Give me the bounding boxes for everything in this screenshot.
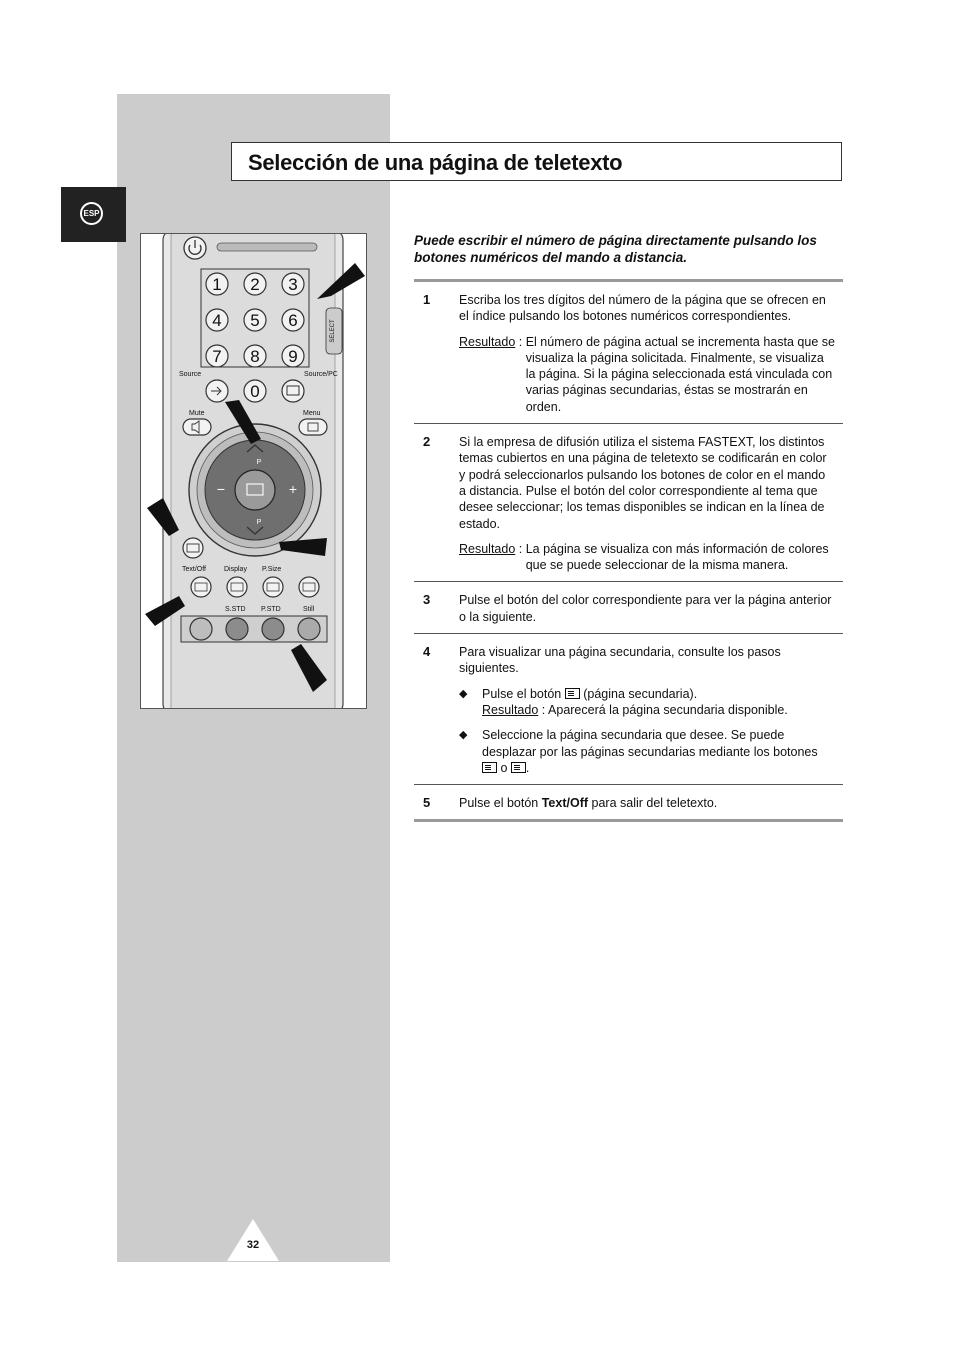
step-number: 5 (423, 795, 431, 811)
green-button (226, 618, 248, 640)
page-number: 32 (246, 1239, 260, 1251)
mute-label: Mute (189, 410, 205, 417)
diamond-bullet-icon: ◆ (459, 687, 468, 700)
step-text: Si la empresa de difusión utiliza el sistema FASTEXT, los distintos temas cubiertos en una página de teletexto se codificarán en color y podrá seleccionarlos pulsando los botones de color en el mando a distancia. Pulse el botón del color correspondiente al tema que desee seleccionar; los temas disponibles se indican en la línea de estado. (459, 435, 827, 531)
text-off-key-name: Text/Off (541, 796, 589, 811)
psize-label: P.Size (262, 566, 282, 573)
source-label: Source (179, 371, 202, 378)
red-button (190, 618, 212, 640)
step-item (414, 282, 843, 424)
diamond-bullet-icon: ◆ (459, 729, 468, 742)
language-badge: ESP (80, 202, 103, 225)
extra-button (299, 577, 319, 597)
psize-button (263, 577, 283, 597)
page-number-marker (227, 1219, 279, 1261)
steps-list (414, 279, 843, 822)
text-off-button (191, 577, 211, 597)
digit-label: 3 (288, 275, 298, 294)
yellow-button (262, 618, 284, 640)
bullet-item: ◆ Pulse el botón (página secundaria). Resultado : Aparecerá la página secundaria disponible. (459, 686, 788, 717)
source-pc-button (282, 380, 304, 402)
remote-control-illustration (140, 233, 367, 709)
page-title: Selección de una página de teletexto (248, 150, 623, 175)
text-off-label: Text/Off (182, 566, 206, 573)
subpage-button (183, 538, 203, 558)
digit-label: 4 (212, 311, 222, 330)
digit-label: 0 (250, 382, 260, 401)
step-item (414, 582, 843, 634)
still-label: Still (303, 606, 315, 613)
page-up-button-icon (482, 762, 497, 773)
intro-text: Puede escribir el número de página directamente pulsando los botones numéricos del mando a distancia. (414, 233, 817, 265)
result-text: Aparecerá la página secundaria disponible. (548, 702, 788, 717)
digit-label: 8 (250, 347, 260, 366)
sstd-label: S.STD (225, 606, 246, 613)
step-number: 3 (423, 592, 431, 608)
step-number: 2 (423, 434, 431, 450)
page-down-button-icon (511, 762, 526, 773)
step-item (414, 785, 843, 822)
enter-button (235, 470, 275, 510)
step-text: Para visualizar una página secundaria, consulte los pasos siguientes. (459, 645, 781, 676)
volume-plus-label: + (288, 481, 298, 497)
subpage-button-icon (565, 688, 580, 699)
step-result: Resultado : La página se visualiza con más información de colores que se puede seleccionar de la misma manera. (459, 541, 835, 574)
step-text: Pulse el botón Text/Off para salir del teletexto. (459, 796, 718, 811)
select-label: SELECT (330, 319, 336, 343)
ir-window (217, 243, 317, 251)
result-label: Resultado (459, 334, 516, 349)
digit-label: 2 (250, 275, 260, 294)
step-item (414, 424, 843, 582)
bullet-item: ◆ Seleccione la página secundaria que desee. Se puede desplazar por las páginas secundarias mediante los botones o . (459, 728, 818, 775)
result-label: Resultado (459, 541, 516, 556)
source-pc-label: Source/PC (304, 371, 338, 378)
step-number: 4 (423, 644, 431, 660)
menu-button (299, 419, 327, 435)
result-text: La página se visualiza con más información de colores que se puede seleccionar de la misma manera. (525, 541, 829, 573)
power-icon (184, 237, 206, 259)
p-down-label: P (256, 519, 262, 526)
result-text: El número de página actual se incrementa hasta que se visualiza la página solicitada. Finalmente, se visualiza la página. Si la página seleccionada está vinculada con varias páginas secundarias, éstas se mostrarán en orden. (525, 334, 835, 414)
display-label: Display (224, 566, 247, 573)
result-label: Resultado (482, 702, 539, 717)
language-tab (61, 187, 126, 242)
blue-button (298, 618, 320, 640)
mute-button (183, 419, 211, 435)
volume-minus-label: − (216, 481, 226, 497)
pstd-label: P.STD (261, 606, 281, 613)
step-text: Pulse el botón del color correspondiente para ver la página anterior o la siguiente. (459, 593, 832, 624)
digit-label: 9 (288, 347, 298, 366)
menu-label: Menu (303, 410, 321, 417)
step-text: Escriba los tres dígitos del número de la página que se ofrecen en el índice pulsando los botones numéricos correspondientes. (459, 293, 826, 324)
digit-label: 7 (212, 347, 222, 366)
title-box (231, 142, 842, 181)
step-number: 1 (423, 292, 431, 307)
digit-label: 1 (212, 275, 222, 294)
display-button (227, 577, 247, 597)
digit-label: 6 (288, 311, 298, 330)
p-up-label: P (256, 459, 262, 466)
digit-label: 5 (250, 311, 260, 330)
step-result: Resultado : El número de página actual se incrementa hasta que se visualiza la página solicitada. Finalmente, se visualiza la página. Si la página seleccionada está vinculada con varias páginas secundarias, éstas se mostrarán en orden. (459, 334, 835, 414)
step-item (414, 634, 843, 785)
remote-control-svg (141, 234, 366, 708)
